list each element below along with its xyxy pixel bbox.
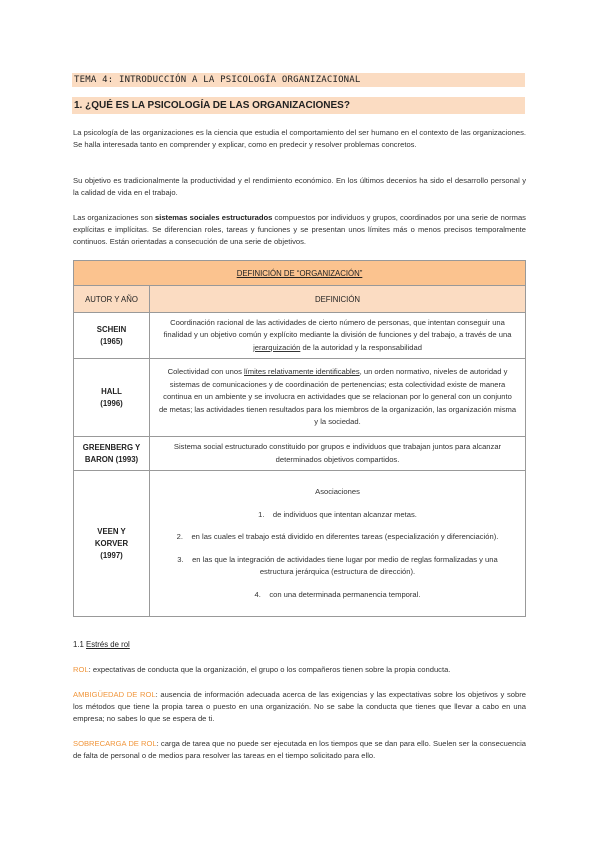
author-cell: VEEN Y KORVER (1997) bbox=[74, 471, 150, 617]
term-ambiguedad: AMBIGÜEDAD DE ROL bbox=[73, 690, 156, 699]
list-item: 2. en las cuales el trabajo está dividido en diferentes tareas (especialización y diferenciación). bbox=[176, 532, 499, 541]
paragraph-definition: La psicología de las organizaciones es la ciencia que estudia el comportamiento del ser humano en el contexto de las organizaciones. Se halla interesada tanto en comprender y explicar, como en predecir y resolver problemas concretos. bbox=[73, 128, 526, 149]
definition-cell: Colectividad con unos límites relativamente identificables, un orden normativo, niveles de autoridad y sistemas de comunicaciones y de coordinación de pertenencias; esta colectividad existe de manera continua en un ambiente y se involucra en actividades que se relacionan por lo general con un conjunto de metas; las actividades tienen resultados para los miembros de la organización, las organización misma y la sociedad. bbox=[150, 359, 526, 437]
subsection-heading: 1.1 Estrés de rol bbox=[73, 640, 130, 649]
paragraph-sobrecarga: SOBRECARGA DE ROL: carga de tarea que no puede ser ejecutada en los tiempos que se dan para ello. Suelen ser la consecuencia de falta de personal o de medios para resolver las tareas en el tiempo solicitado para ello. bbox=[73, 739, 526, 760]
paragraph-objective: Su objetivo es tradicionalmente la productividad y el rendimiento económico. En los últimos decenios ha sido el desarrollo personal y la calidad de vida en el trabajo. bbox=[73, 176, 526, 197]
col-author-header: AUTOR Y AÑO bbox=[74, 286, 150, 313]
table-row bbox=[74, 359, 526, 437]
table-row bbox=[74, 471, 526, 617]
definition-cell bbox=[150, 471, 526, 617]
definition-cell: Sistema social estructurado constituido por grupos e individuos que trabajan juntos para alcanzar determinados objetivos compartidos. bbox=[150, 437, 526, 471]
bold-term: sistemas sociales estructurados bbox=[154, 213, 273, 222]
table-row bbox=[74, 313, 526, 359]
section-heading: 1. ¿QUÉ ES LA PSICOLOGÍA DE LAS ORGANIZACIONES? bbox=[72, 97, 525, 114]
veen-intro: Asociaciones bbox=[315, 487, 360, 496]
list-item: 1. de individuos que intentan alcanzar metas. bbox=[258, 509, 417, 519]
table-title: DEFINICIÓN DE “ORGANIZACIÓN” bbox=[74, 261, 526, 286]
list-item: 4. con una determinada permanencia temporal. bbox=[254, 589, 421, 599]
author-cell: HALL (1996) bbox=[74, 359, 150, 437]
author-cell: SCHEIN (1965) bbox=[74, 313, 150, 359]
col-definition-header: DEFINICIÓN bbox=[150, 286, 526, 313]
paragraph-organizations: Las organizaciones son sistemas sociales estructurados compuestos por individuos y grupos, coordinados por una serie de normas explícitas e implícitas. Se diferencian roles, tareas y funciones y se presentan unos límites más o menos precisos temporalmente continuos. Están orientadas a consecución de una serie de objetivos. bbox=[73, 213, 526, 246]
definitions-table bbox=[73, 260, 526, 617]
definition-cell: Coordinación racional de las actividades de cierto número de personas, que intentan conseguir una finalidad y un objetivo común y explícito mediante la división de funciones y del trabajo, a través de una jerarquización de la autoridad y la responsabilidad bbox=[150, 313, 526, 359]
paragraph-rol: ROL: expectativas de conducta que la organización, el grupo o los compañeros tienen sobre la propia conducta. bbox=[73, 665, 451, 674]
table-row bbox=[74, 437, 526, 471]
topic-title: TEMA 4: INTRODUCCIÓN A LA PSICOLOGÍA ORGANIZACIONAL bbox=[72, 73, 525, 87]
author-cell: GREENBERG Y BARON (1993) bbox=[74, 437, 150, 471]
term-rol: ROL bbox=[73, 665, 89, 674]
table-header-row bbox=[74, 286, 526, 313]
term-sobrecarga: SOBRECARGA DE ROL bbox=[73, 739, 157, 748]
table-title-row bbox=[74, 261, 526, 286]
veen-list bbox=[160, 509, 515, 602]
list-item: 3. en las que la integración de actividades tiene lugar por medio de reglas formalizadas y una estructura jerárquica (estructura de dirección). bbox=[177, 554, 498, 576]
paragraph-ambiguedad: AMBIGÜEDAD DE ROL: ausencia de información adecuada acerca de las exigencias y las expectativas sobre los objetivos y sobre los métodos que tiene la propia tarea o puesto en una organización. No se sabe la conducta que tienes que llevar a cabo en una empresa; no sabes lo que se espera de ti. bbox=[73, 690, 526, 723]
